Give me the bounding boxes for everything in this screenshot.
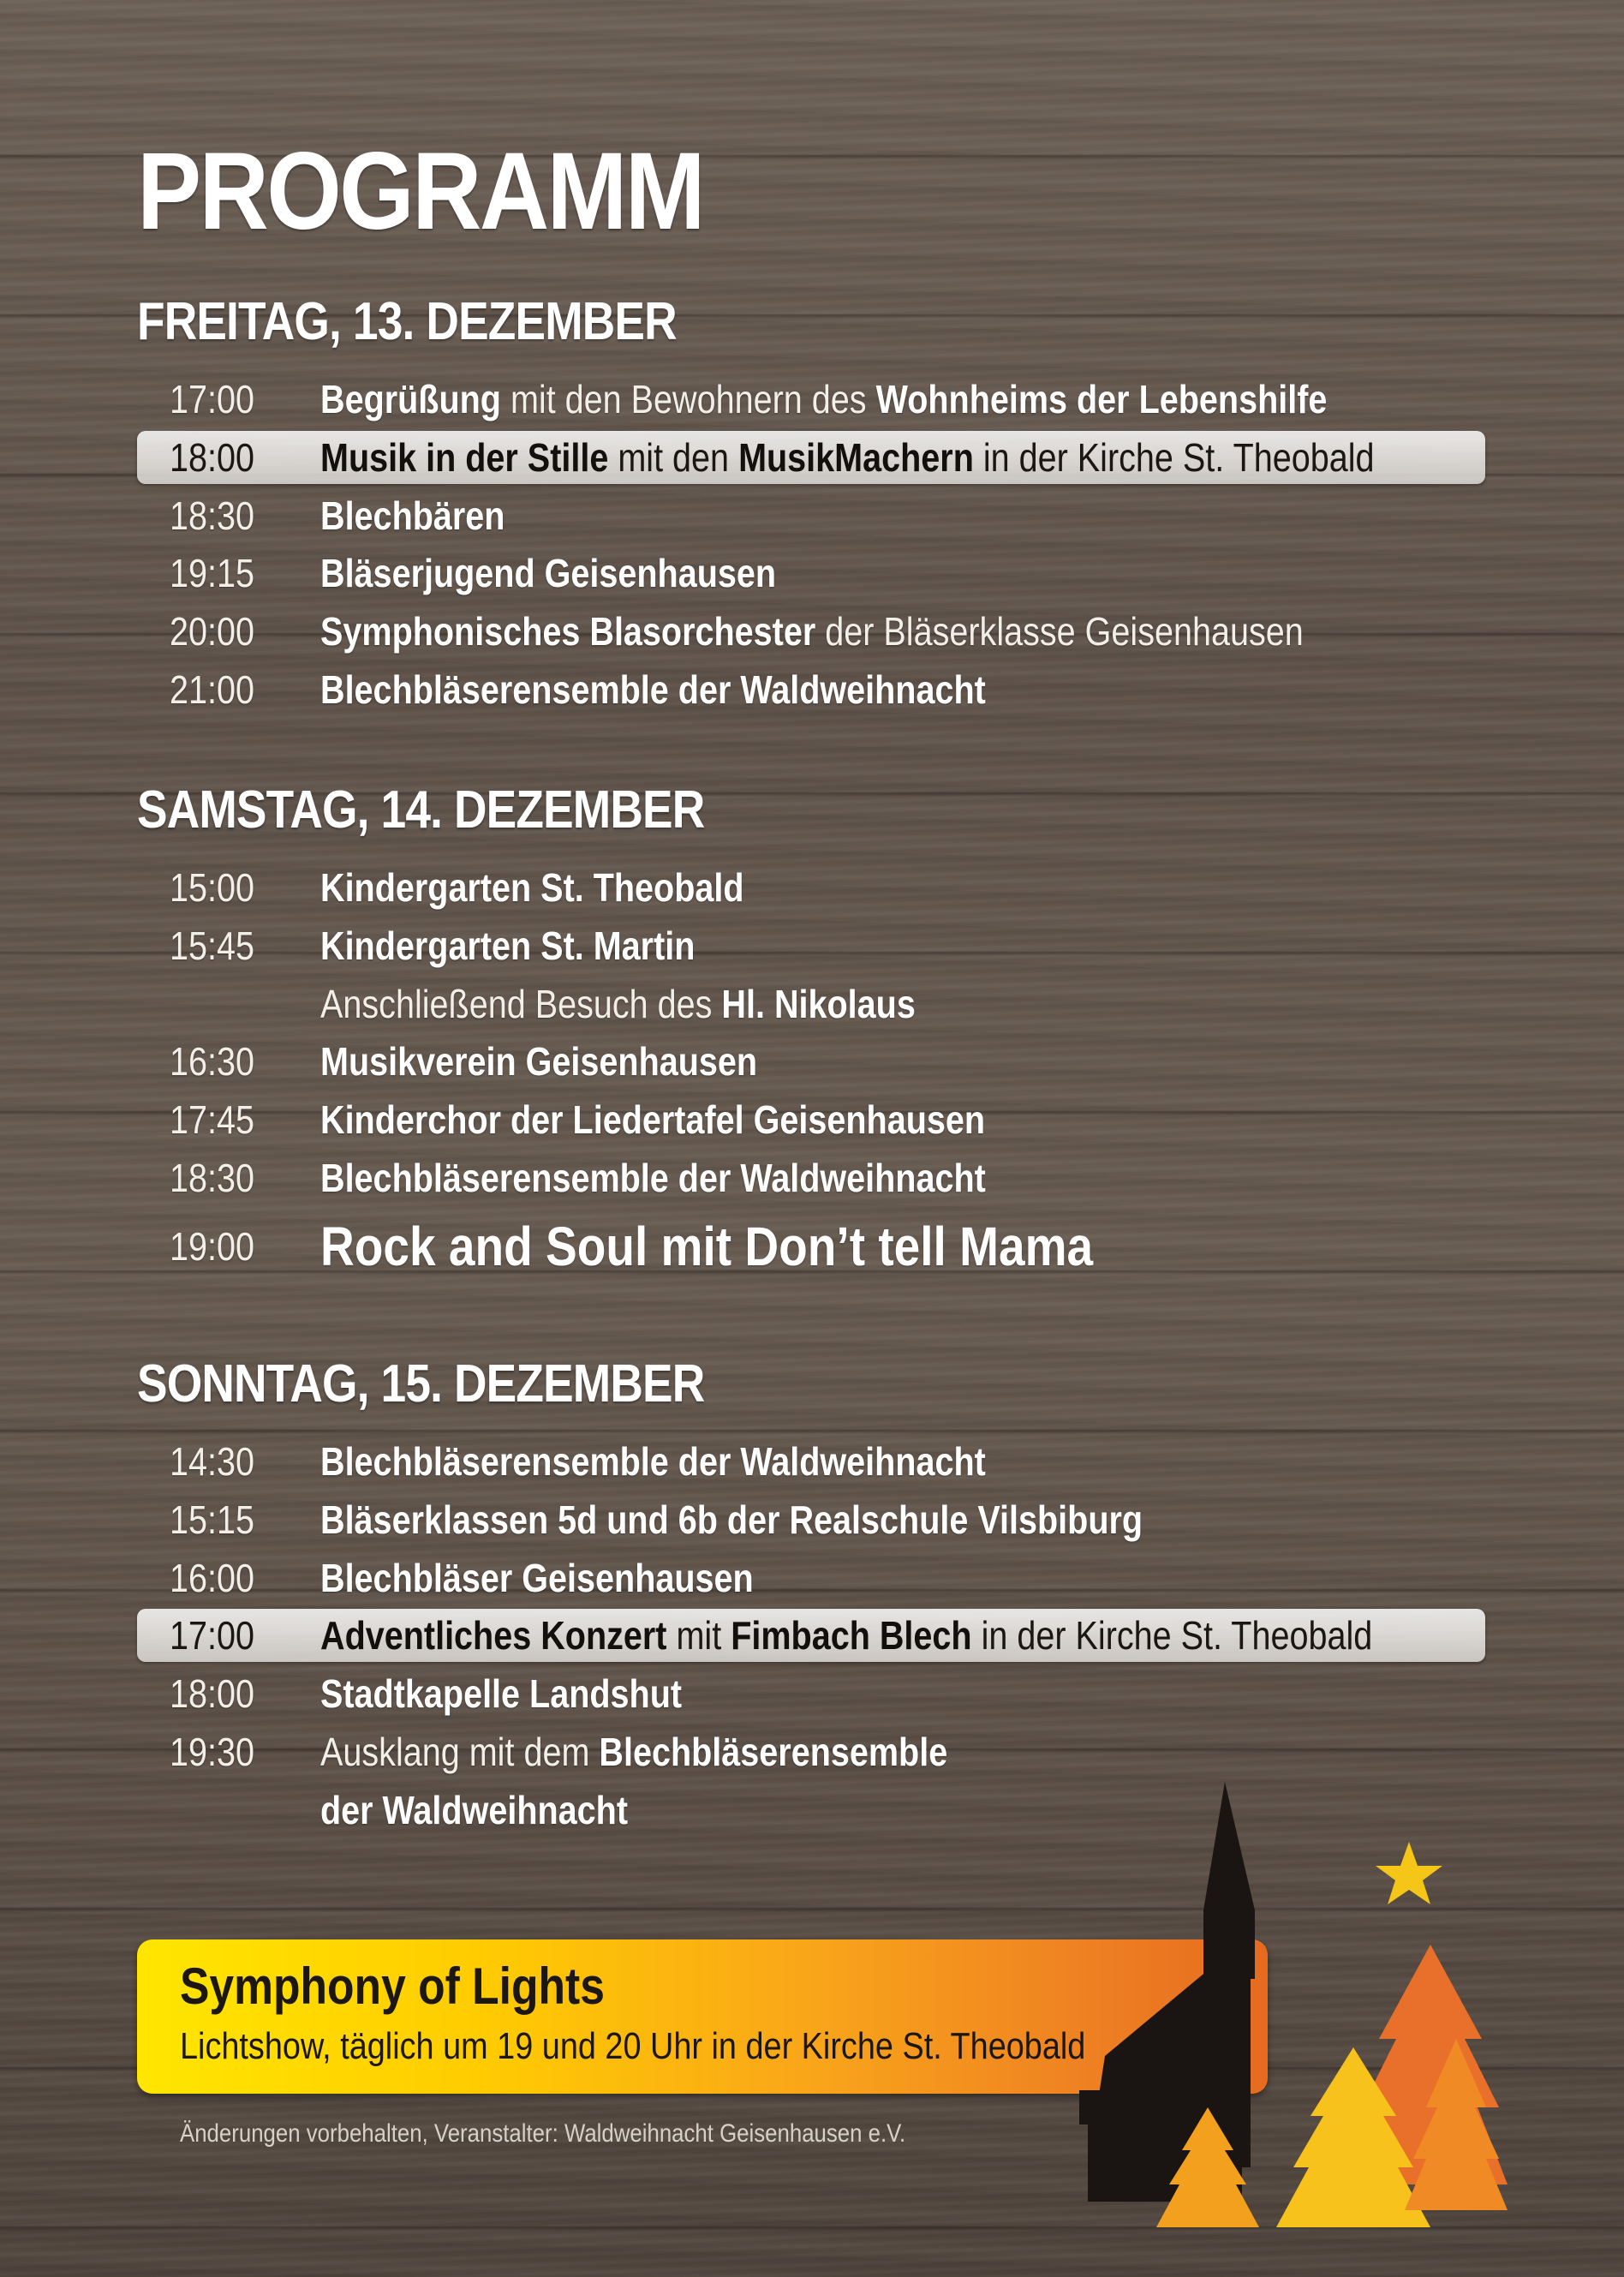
star-icon bbox=[1376, 1842, 1442, 1904]
schedule-row bbox=[137, 977, 1485, 1031]
schedule-row bbox=[137, 1435, 1485, 1488]
schedule-text: Symphonisches Blasorchester der Bläserklasse Geisenhausen bbox=[320, 609, 1304, 654]
schedule-text: Bläserjugend Geisenhausen bbox=[320, 551, 777, 596]
schedule-text: Begrüßung mit den Bewohnern des Wohnheims der Lebenshilfe bbox=[320, 377, 1328, 421]
schedule-row bbox=[137, 1667, 1485, 1720]
schedule-row bbox=[137, 605, 1485, 658]
schedule-row bbox=[137, 1551, 1485, 1605]
banner-title: Symphony of Lights bbox=[180, 1957, 605, 2015]
schedule-row bbox=[137, 1493, 1485, 1546]
schedule-row bbox=[137, 1215, 1485, 1277]
schedule-text: Blechbläserensemble der Waldweihnacht bbox=[320, 1156, 986, 1200]
church-icon bbox=[1079, 1782, 1255, 2202]
schedule-text: Kinderchor der Liedertafel Geisenhausen bbox=[320, 1097, 986, 1143]
schedule-time: 19:30 bbox=[170, 1730, 255, 1774]
schedule-text: Kindergarten St. Theobald bbox=[320, 865, 744, 910]
schedule-text: Musikverein Geisenhausen bbox=[320, 1039, 758, 1085]
day-heading: SAMSTAG, 14. DEZEMBER bbox=[137, 780, 705, 840]
schedule-text: Ausklang mit dem Blechbläserensemble bbox=[320, 1730, 948, 1774]
schedule-row bbox=[137, 547, 1485, 600]
schedule-row bbox=[137, 1093, 1485, 1146]
schedule-time: 18:00 bbox=[170, 1671, 255, 1717]
schedule-text: Blechbären bbox=[320, 493, 505, 538]
schedule-time: 17:00 bbox=[170, 1613, 255, 1658]
schedule-row bbox=[137, 431, 1485, 484]
schedule-row bbox=[137, 919, 1485, 972]
day-heading: SONNTAG, 15. DEZEMBER bbox=[137, 1354, 705, 1413]
schedule-row bbox=[137, 1725, 1485, 1778]
schedule-time: 18:30 bbox=[170, 493, 255, 538]
schedule-text: Blechbläserensemble der Waldweihnacht bbox=[320, 667, 986, 712]
schedule-time: 16:00 bbox=[170, 1555, 255, 1600]
schedule-text: Blechbläserensemble der Waldweihnacht bbox=[320, 1439, 986, 1484]
schedule-time: 21:00 bbox=[170, 667, 255, 712]
schedule-time: 19:15 bbox=[170, 551, 255, 596]
schedule-time: 16:30 bbox=[170, 1039, 255, 1085]
schedule-row bbox=[137, 489, 1485, 542]
schedule-text: Bläserklassen 5d und 6b der Realschule Vilsbiburg bbox=[320, 1497, 1143, 1542]
schedule-time: 18:30 bbox=[170, 1156, 255, 1200]
schedule-text: Anschließend Besuch des Hl. Nikolaus bbox=[320, 981, 916, 1026]
schedule-time: 14:30 bbox=[170, 1439, 255, 1484]
schedule-row bbox=[137, 1609, 1485, 1662]
schedule-row bbox=[137, 1035, 1485, 1088]
schedule-text: Blechbläser Geisenhausen bbox=[320, 1555, 754, 1600]
schedule-time: 18:00 bbox=[170, 434, 255, 480]
page-title: PROGRAMM bbox=[137, 130, 703, 253]
schedule-row bbox=[137, 373, 1485, 426]
footer-note: Änderungen vorbehalten, Veranstalter: Waldweihnacht Geisenhausen e.V. bbox=[180, 2119, 906, 2148]
schedule-text: Adventliches Konzert mit Fimbach Blech in der Kirche St. Theobald bbox=[320, 1613, 1373, 1658]
schedule-time: 20:00 bbox=[170, 609, 255, 654]
schedule-text: Stadtkapelle Landshut bbox=[320, 1671, 683, 1717]
schedule-row bbox=[137, 1151, 1485, 1204]
church-and-trees-illustration bbox=[1079, 1782, 1525, 2262]
day-heading: FREITAG, 13. DEZEMBER bbox=[137, 292, 677, 351]
schedule-time: 17:00 bbox=[170, 377, 255, 421]
schedule-text: Musik in der Stille mit den MusikMachern in der Kirche St. Theobald bbox=[320, 434, 1375, 480]
banner-subtitle: Lichtshow, täglich um 19 und 20 Uhr in der Kirche St. Theobald bbox=[180, 2025, 1086, 2067]
schedule-time: 15:45 bbox=[170, 923, 255, 968]
schedule-time: 17:45 bbox=[170, 1097, 255, 1143]
schedule-time: 15:15 bbox=[170, 1497, 255, 1542]
schedule-text: Kindergarten St. Martin bbox=[320, 923, 696, 968]
schedule-text: der Waldweihnacht bbox=[320, 1787, 629, 1832]
schedule-row bbox=[137, 861, 1485, 914]
schedule-row bbox=[137, 663, 1485, 716]
schedule-time: 19:00 bbox=[170, 1223, 255, 1269]
schedule-text: Rock and Soul mit Don’t tell Mama bbox=[320, 1215, 1094, 1277]
schedule-time: 15:00 bbox=[170, 865, 255, 910]
